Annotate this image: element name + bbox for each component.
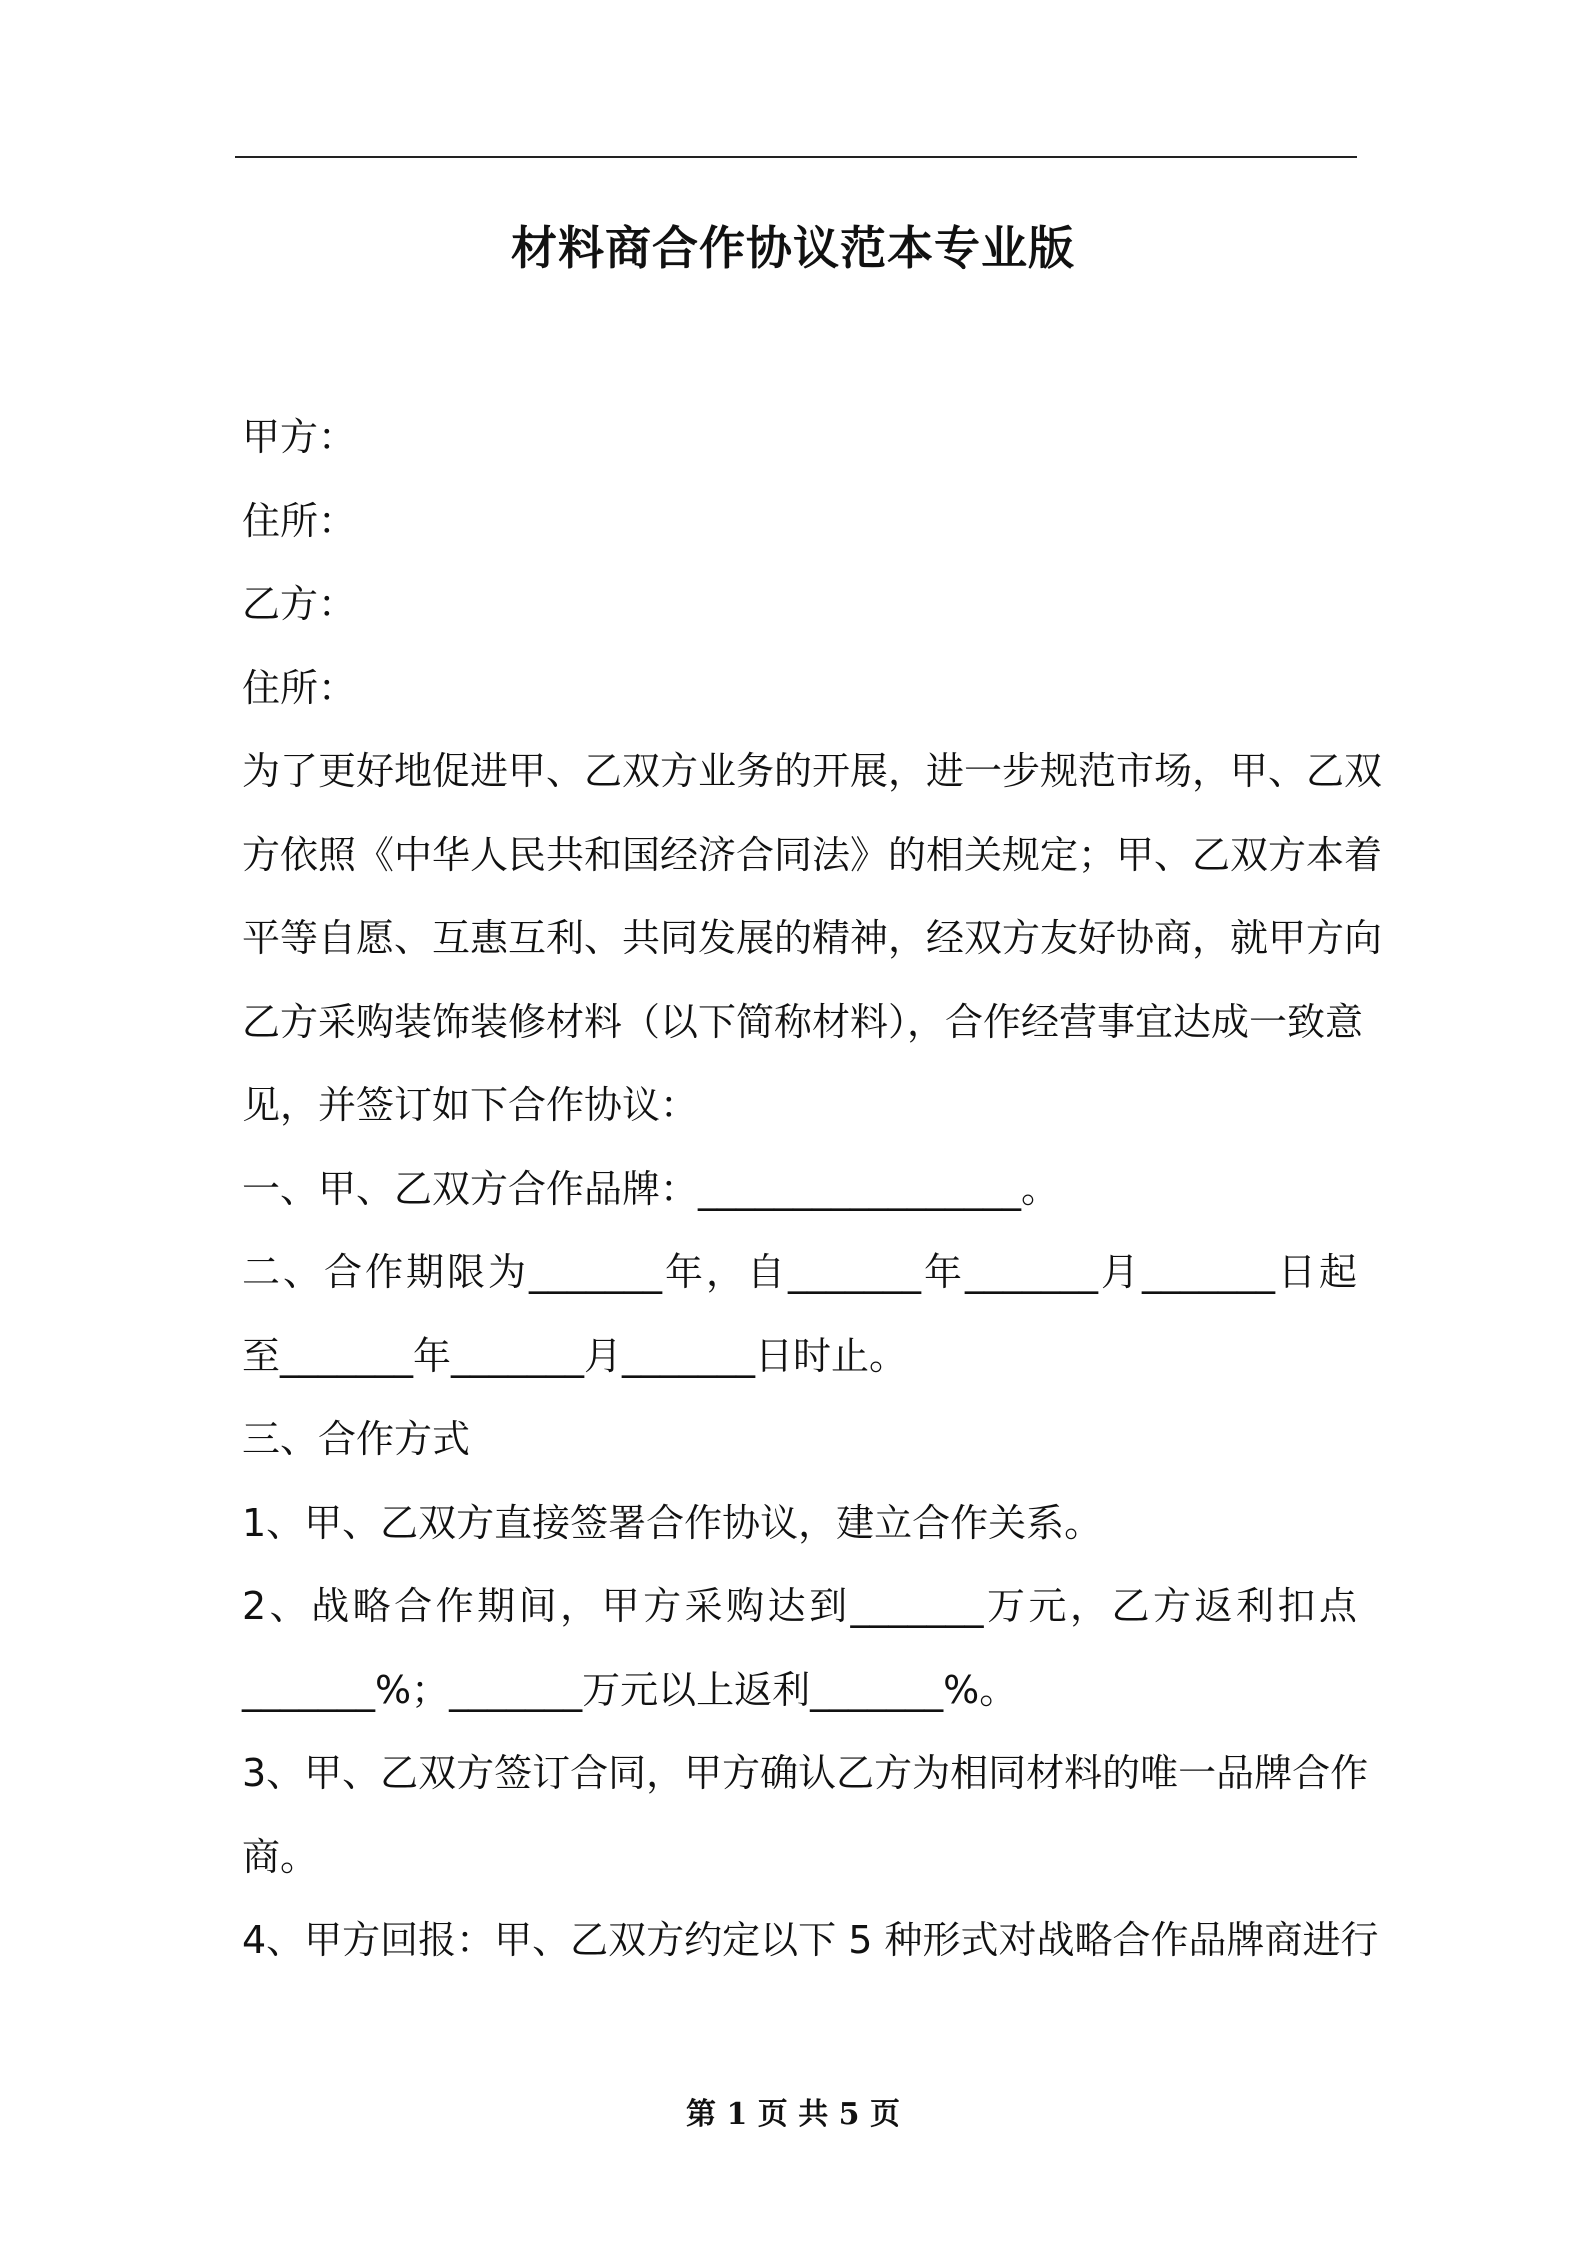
preamble-line: 方依照《中华人民共和国经济合同法》的相关规定；甲、乙双方本着	[242, 832, 1383, 877]
party-a-line: 甲方：	[242, 415, 357, 459]
preamble-line: 乙方采购装饰装修材料（以下简称材料），合作经营事宜达成一致意	[242, 999, 1364, 1044]
clause-item-line: 商。	[242, 1834, 319, 1879]
header-rule	[235, 156, 1357, 158]
clause-term-line: 至_______年_______月_______日时止。	[242, 1333, 908, 1378]
clause-item-line: 3、甲、乙双方签订合同，甲方确认乙方为相同材料的唯一品牌合作	[242, 1751, 1369, 1795]
party-a-address-line: 住所：	[242, 498, 357, 543]
preamble-line: 见，并签订如下合作协议：	[242, 1083, 699, 1127]
clause-item-line: 1、甲、乙双方直接签署合作协议，建立合作关系。	[242, 1500, 1103, 1545]
clause-item-line: 4、甲方回报：甲、乙双方约定以下 5 种形式对战略合作品牌商进行	[242, 1918, 1379, 1962]
clause-item-line: 2、战略合作期间，甲方采购达到_______万元，乙方返利扣点	[242, 1584, 1357, 1628]
clause-item-line: _______%；_______万元以上返利_______%。	[242, 1667, 1018, 1712]
page-number: 第 1 页 共 5 页	[686, 2097, 900, 2132]
party-b-line: 乙方：	[242, 582, 357, 626]
clause-term-line: 二、合作期限为_______年，自_______年_______月_______日起	[242, 1250, 1357, 1294]
section-heading: 三、合作方式	[242, 1417, 471, 1461]
document-title: 材料商合作协议范本专业版	[511, 221, 1075, 275]
preamble-line: 平等自愿、互惠互利、共同发展的精神，经双方友好协商，就甲方向	[242, 916, 1383, 960]
party-b-address-line: 住所：	[242, 665, 357, 710]
preamble-line: 为了更好地促进甲、乙双方业务的开展，进一步规范市场，甲、乙双	[242, 749, 1383, 793]
document-body	[242, 396, 1383, 1983]
clause-brand-line: 一、甲、乙双方合作品牌：_________________。	[242, 1166, 1060, 1211]
